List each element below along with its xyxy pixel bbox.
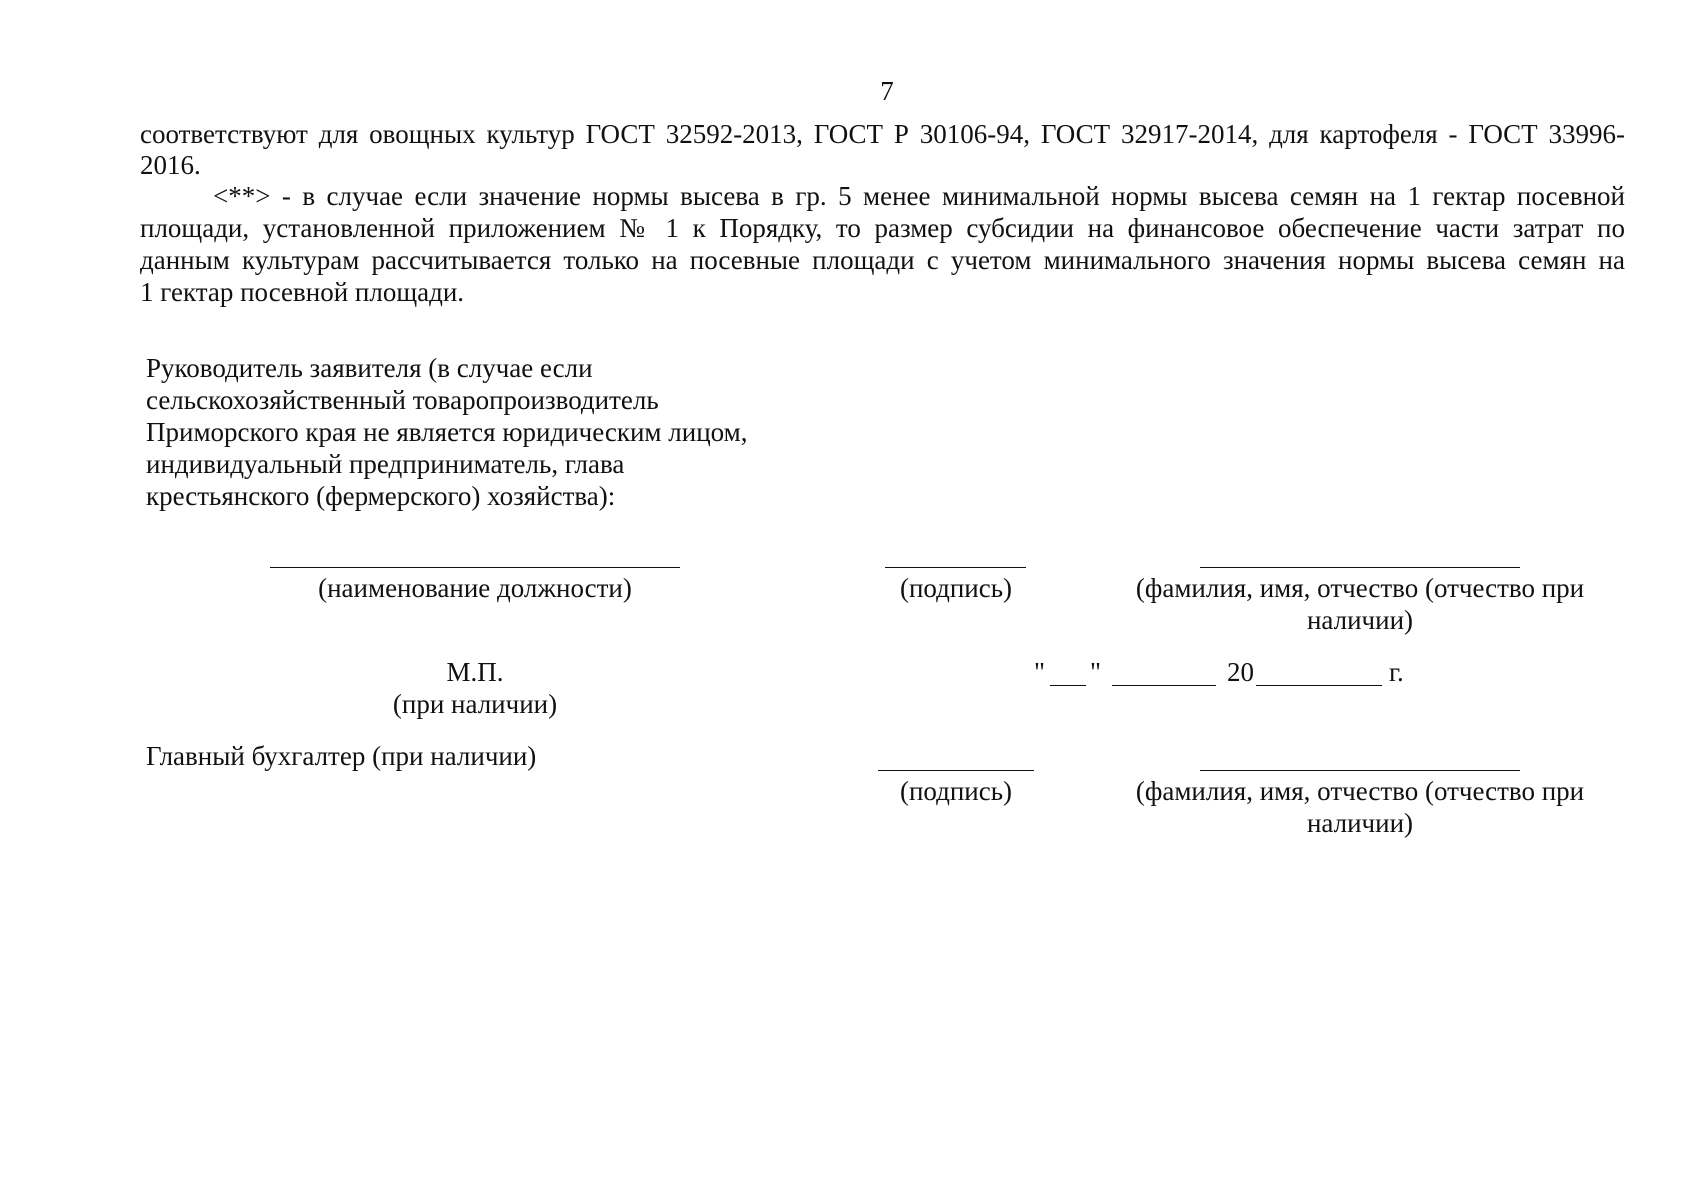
head-label-line: индивидуальный предприниматель, глава <box>146 449 625 479</box>
stamp-label: М.П. <box>446 657 504 687</box>
accountant-signature-caption: (подпись) <box>899 776 1013 806</box>
date-close-quote: " <box>1090 657 1102 687</box>
year-prefix: 20 <box>1227 657 1254 687</box>
accountant-fullname-line <box>1200 770 1520 771</box>
footnote-line-3: данным культурам рассчитывается только на посевные площади с учетом минимального значения нормы высева семян на <box>140 245 1625 275</box>
year-suffix: г. <box>1389 657 1404 687</box>
fullname-caption-cont: наличии) <box>1306 605 1414 635</box>
year-line <box>1256 685 1382 686</box>
signature-caption: (подпись) <box>899 573 1013 603</box>
stamp-note: (при наличии) <box>392 689 558 719</box>
head-label-line: Руководитель заявителя (в случае если <box>146 353 593 383</box>
continuation-line-2: 2016. <box>140 150 201 180</box>
month-line <box>1112 685 1216 686</box>
head-label-line: Приморского края не является юридическим лицом, <box>146 417 748 447</box>
accountant-fullname-caption-cont: наличии) <box>1306 808 1414 838</box>
accountant-fullname-caption: (фамилия, имя, отчество (отчество при <box>1135 776 1585 806</box>
day-line <box>1050 685 1086 686</box>
footnote-line-4: 1 гектар посевной площади. <box>140 277 465 307</box>
fullname-line <box>1200 567 1520 568</box>
signature-line <box>885 567 1026 568</box>
footnote-line-2: площади, установленной приложением № 1 к Порядку, то размер субсидии на финансовое обеспечение части затрат по <box>140 213 1625 243</box>
date-open-quote: " <box>1034 657 1046 687</box>
head-label-line: сельскохозяйственный товаропроизводитель <box>146 385 659 415</box>
position-caption: (наименование должности) <box>318 573 632 603</box>
page-number: 7 <box>880 76 894 106</box>
head-label-line: крестьянского (фермерского) хозяйства): <box>146 481 616 511</box>
accountant-signature-line <box>878 770 1034 771</box>
accountant-label: Главный бухгалтер (при наличии) <box>146 741 537 771</box>
continuation-line-1: соответствуют для овощных культур ГОСТ 32592-2013, ГОСТ Р 30106-94, ГОСТ 32917-2014, для картофеля - ГОСТ 33996- <box>140 119 1625 149</box>
footnote-line-1: <**> - в случае если значение нормы высева в гр. 5 менее минимальной нормы высева семян на 1 гектар посевной <box>213 181 1625 211</box>
position-line <box>270 567 680 568</box>
fullname-caption: (фамилия, имя, отчество (отчество при <box>1135 573 1585 603</box>
